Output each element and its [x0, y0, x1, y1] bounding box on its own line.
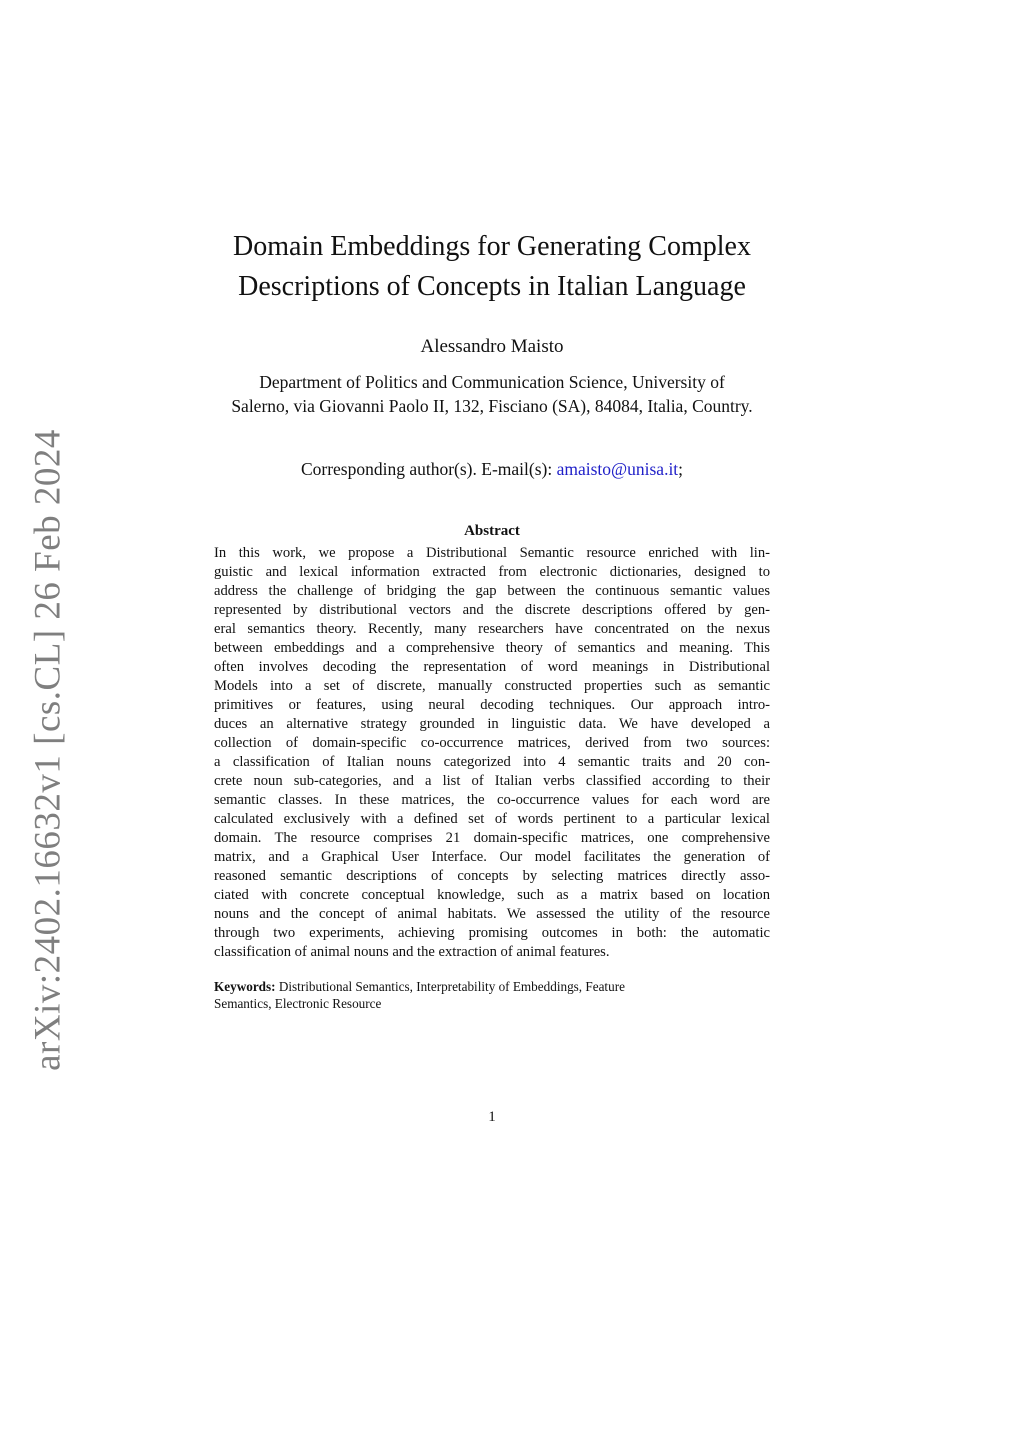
- abstract-line: represented by distributional vectors and the discrete descriptions offered by gen-: [214, 602, 770, 618]
- abstract-line: crete noun sub-categories, and a list of Italian verbs classified according to their: [214, 773, 770, 789]
- author-name: Alessandro Maisto: [420, 336, 564, 357]
- abstract-line: semantic classes. In these matrices, the co-occurrence values for each word are: [214, 792, 770, 808]
- abstract-heading: Abstract: [464, 523, 520, 539]
- keywords-line-1: [214, 978, 770, 995]
- arxiv-identifier-stamp: arXiv:2402.16632v1 [cs.CL] 26 Feb 2024: [27, 429, 69, 1071]
- keywords-label: Keywords:: [214, 979, 276, 994]
- abstract-line: ciated with concrete conceptual knowledge, such as a matrix based on location: [214, 887, 770, 903]
- abstract-line: often involves decoding the representation of word meanings in Distributional: [214, 659, 770, 675]
- abstract-line: calculated exclusively with a defined set of words pertinent to a particular lexical: [214, 811, 770, 827]
- corresponding-suffix: ;: [678, 459, 684, 479]
- affiliation-line-2: Salerno, via Giovanni Paolo II, 132, Fisciano (SA), 84084, Italia, Country.: [231, 396, 753, 416]
- paper-title-line-1: Domain Embeddings for Generating Complex: [233, 231, 751, 262]
- abstract-line: matrix, and a Graphical User Interface. Our model facilitates the generation of: [214, 849, 770, 865]
- abstract-line: Models into a set of discrete, manually constructed properties such as semantic: [214, 678, 770, 694]
- abstract-line: nouns and the concept of animal habitats. We assessed the utility of the resource: [214, 906, 770, 922]
- keywords-text-1: Distributional Semantics, Interpretability of Embeddings, Feature: [275, 979, 625, 994]
- abstract-line: primitives or features, using neural decoding techniques. Our approach intro-: [214, 697, 770, 713]
- abstract-line: between embeddings and a comprehensive theory of semantics and meaning. This: [214, 640, 770, 656]
- corresponding-author: [150, 457, 834, 481]
- abstract-line: guistic and lexical information extracted from electronic dictionaries, designed to: [214, 564, 770, 580]
- abstract-line: domain. The resource comprises 21 domain-specific matrices, one comprehensive: [214, 830, 770, 846]
- abstract-line: address the challenge of bridging the gap between the continuous semantic values: [214, 583, 770, 599]
- page-number: 1: [488, 1109, 496, 1125]
- paper-title: [150, 227, 834, 307]
- abstract-line: classification of animal nouns and the extraction of animal features.: [214, 944, 610, 960]
- abstract-line: duces an alternative strategy grounded in linguistic data. We have developed a: [214, 716, 770, 732]
- abstract-body: [214, 544, 770, 962]
- keywords-line-2: Semantics, Electronic Resource: [214, 996, 382, 1011]
- paper-title-line-2: Descriptions of Concepts in Italian Language: [238, 271, 746, 302]
- affiliation-line-1: Department of Politics and Communication Science, University of: [259, 372, 725, 392]
- abstract-line: reasoned semantic descriptions of concepts by selecting matrices directly asso-: [214, 868, 770, 884]
- author-affiliation: [150, 370, 834, 418]
- abstract-line: through two experiments, achieving promising outcomes in both: the automatic: [214, 925, 770, 941]
- abstract-line: collection of domain-specific co-occurrence matrices, derived from two sources:: [214, 735, 770, 751]
- author-email-link[interactable]: amaisto@unisa.it: [556, 459, 679, 479]
- abstract-line: eral semantics theory. Recently, many researchers have concentrated on the nexus: [214, 621, 770, 637]
- abstract-line: In this work, we propose a Distributional Semantic resource enriched with lin-: [214, 545, 770, 561]
- abstract-line: a classification of Italian nouns categorized into 4 semantic traits and 20 con-: [214, 754, 770, 770]
- keywords-block: [214, 978, 770, 1012]
- corresponding-prefix: Corresponding author(s). E-mail(s):: [300, 459, 557, 479]
